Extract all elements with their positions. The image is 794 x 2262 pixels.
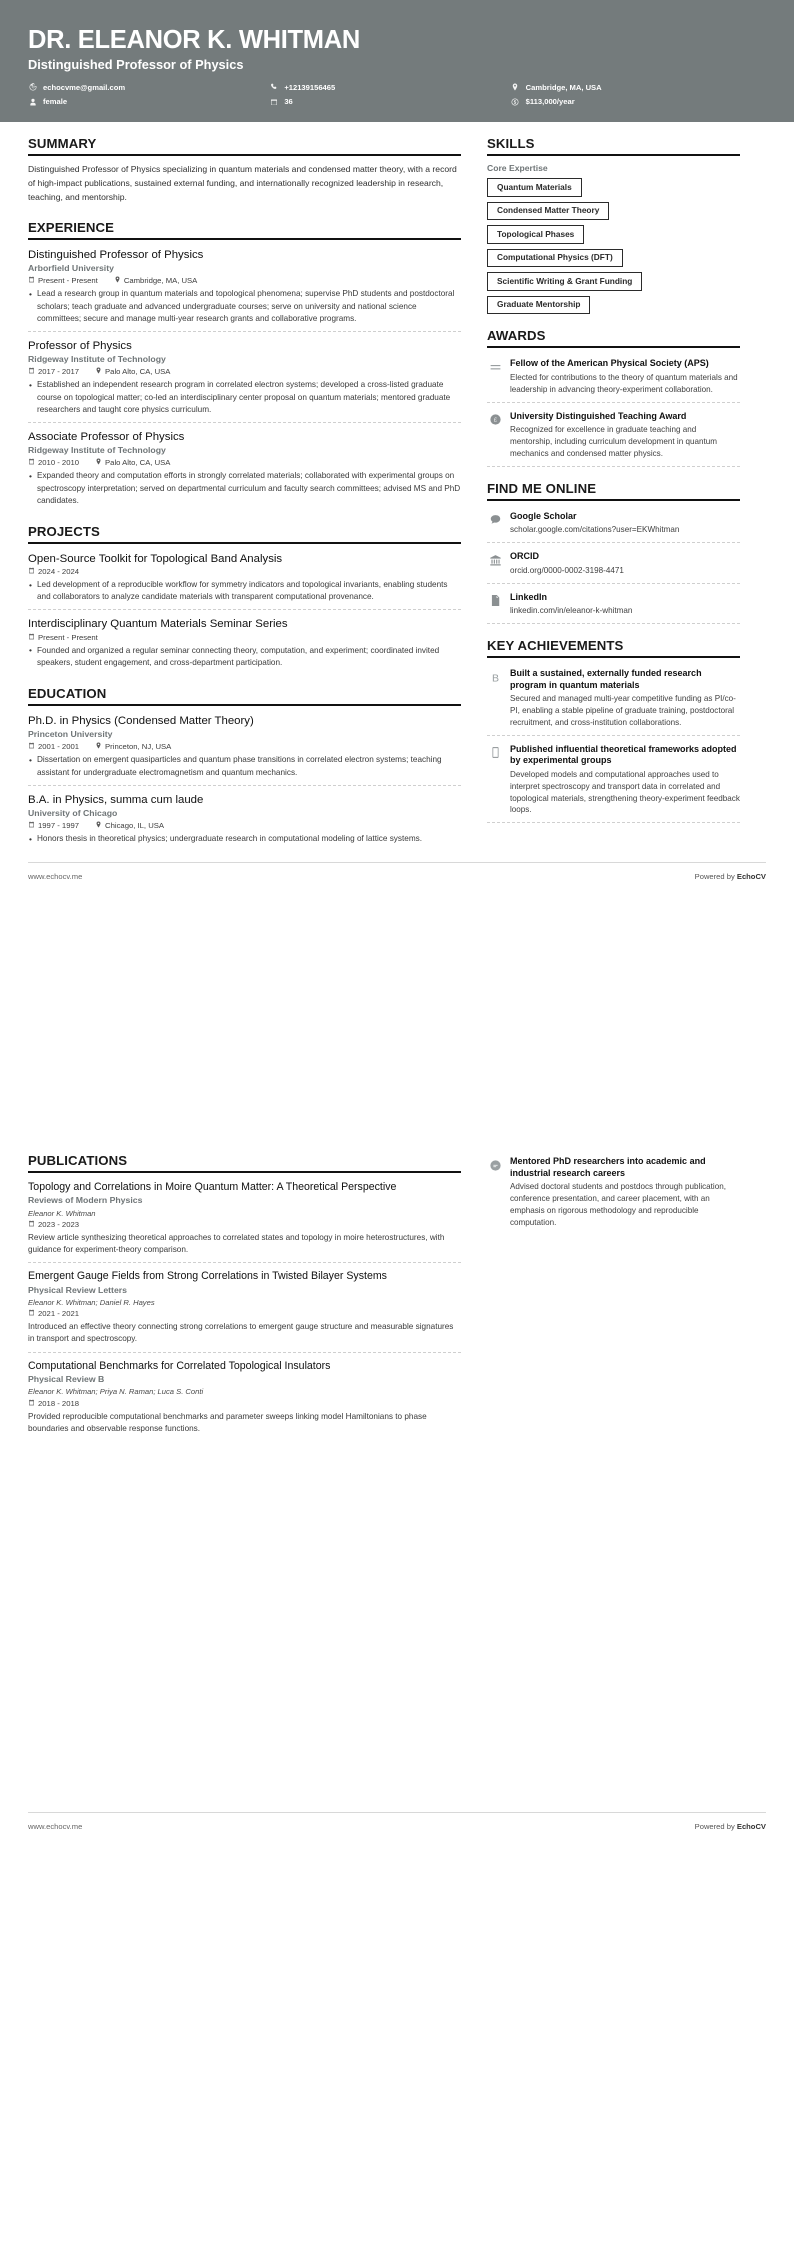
entry-meta <box>28 1309 461 1318</box>
publication-journal: Physical Review Letters <box>28 1284 127 1295</box>
achievement-description: Secured and managed multi-year competitive funding as PI/co-PI, enabling a stable pipeline of graduate training, postdoctoral recruitment, and cross-institution collaborations. <box>510 694 736 727</box>
section-publications <box>28 1153 461 1437</box>
calendar-icon <box>28 276 35 285</box>
location-icon <box>95 821 102 830</box>
publication-entry <box>28 1269 461 1352</box>
location-icon <box>95 742 102 751</box>
publication-authors: Eleanor K. Whitman; Daniel R. Hayes <box>28 1297 155 1307</box>
contact-email <box>28 83 265 92</box>
entry-role: Professor of Physics <box>28 339 132 352</box>
section-awards <box>487 328 740 466</box>
skills-heading: SKILLS <box>487 136 740 156</box>
entry-bullets <box>28 288 461 324</box>
phone-outline-icon <box>487 745 503 761</box>
skills-category-label: Core Expertise <box>487 163 548 174</box>
bank-icon <box>487 552 503 568</box>
projects-heading: PROJECTS <box>28 524 461 544</box>
bullet-item: • Founded and organized a regular seminar connecting theory, computation, and experiment; coordinated invited speakers, student engagement, and cross-department participation. <box>28 645 461 669</box>
person-icon <box>28 97 37 106</box>
page-footer <box>28 1812 766 1841</box>
achievement-item <box>487 665 740 736</box>
publications-heading: PUBLICATIONS <box>28 1153 461 1173</box>
svg-text:B: B <box>491 672 499 684</box>
achievement-item <box>487 741 740 824</box>
bullet-item: • Honors thesis in theoretical physics; undergraduate research in computational modeling of lattice systems. <box>28 833 461 845</box>
calendar-icon <box>28 1399 35 1408</box>
calendar-icon <box>28 367 35 376</box>
entry-meta <box>28 567 461 576</box>
publication-entry <box>28 1180 461 1263</box>
entry-location: Princeton, NJ, USA <box>95 742 171 751</box>
entry-meta <box>28 742 461 751</box>
entry-bullets <box>28 579 461 603</box>
award-title: University Distinguished Teaching Award <box>510 410 687 421</box>
project-entry <box>28 616 461 671</box>
entry-meta <box>28 276 461 285</box>
bullet-item: • Expanded theory and computation efforts in strongly correlated materials; collaborated with experimental groups on spectroscopy interpretation; served on departmental curriculum and faculty search committees; advised MS and PhD candidates. <box>28 470 461 506</box>
page-footer <box>28 862 766 891</box>
candidate-name: DR. ELEANOR K. WHITMAN <box>28 26 360 54</box>
entry-meta <box>28 633 461 642</box>
footer-brand: Powered by EchoCV <box>694 872 766 882</box>
publication-authors: Eleanor K. Whitman; Priya N. Raman; Luca S. Conti <box>28 1387 204 1397</box>
skill-chip[interactable]: Topological Phases <box>487 225 584 244</box>
entry-bullets <box>28 470 461 506</box>
education-entry <box>28 713 461 786</box>
calendar-icon <box>28 567 35 576</box>
entry-degree: Ph.D. in Physics (Condensed Matter Theory) <box>28 714 254 727</box>
section-projects <box>28 524 461 671</box>
calendar-icon <box>28 1309 35 1318</box>
award-item <box>487 355 740 402</box>
calendar-icon <box>28 633 35 642</box>
letter-b-icon <box>487 669 503 685</box>
page-separator <box>0 1123 794 1139</box>
online-profile-url[interactable]: linkedin.com/in/eleanor-k-whitman <box>510 606 633 616</box>
resume-body-page2 <box>0 1139 794 1452</box>
entry-bullets <box>28 754 461 778</box>
skill-chip[interactable]: Graduate Mentorship <box>487 296 590 315</box>
entry-meta <box>28 1220 461 1229</box>
location-icon <box>511 83 520 92</box>
location-icon <box>114 276 121 285</box>
entry-role: Open-Source Toolkit for Topological Band Analysis <box>28 552 283 565</box>
contact-gender-value: female <box>43 97 68 106</box>
entry-school: University of Chicago <box>28 807 118 818</box>
entry-meta <box>28 1399 461 1408</box>
publication-title: Emergent Gauge Fields from Strong Correlations in Twisted Bilayer Systems <box>28 1270 387 1283</box>
award-description: Elected for contributions to the theory of quantum materials and leadership in advancing theory-experiment collaboration. <box>510 372 738 394</box>
entry-school: Princeton University <box>28 729 113 740</box>
section-education <box>28 686 461 848</box>
publication-entry <box>28 1359 461 1437</box>
summary-heading: SUMMARY <box>28 136 461 156</box>
summary-text: Distinguished Professor of Physics specializing in quantum materials and condensed matter theory, with a record of high-impact publications, sustained external funding, and internationally recognized leadership in research, teaching, and mentorship. <box>28 164 457 202</box>
online-profile-item[interactable] <box>487 508 740 543</box>
entry-location: Cambridge, MA, USA <box>114 276 197 285</box>
award-title: Fellow of the American Physical Society (APS) <box>510 358 709 369</box>
badge-icon <box>487 1157 503 1173</box>
online-profile-name: ORCID <box>510 551 539 562</box>
achievement-title: Published influential theoretical frameworks adopted by experimental groups <box>510 743 737 766</box>
contact-gender <box>28 97 265 106</box>
section-key-achievements <box>487 638 740 823</box>
entry-meta <box>28 367 461 376</box>
contact-info-grid <box>28 83 748 106</box>
experience-entry <box>28 429 461 509</box>
entry-location: Palo Alto, CA, USA <box>95 458 170 467</box>
lines-icon <box>487 359 503 375</box>
calendar-icon <box>28 1220 35 1229</box>
resume-page-1 <box>0 0 794 1123</box>
calendar-icon <box>269 97 278 106</box>
bullet-item: • Led development of a reproducible workflow for symmetry indicators and topological invariants, enabling students and collaborators to analyze candidate materials with transparent computational provenance. <box>28 579 461 603</box>
publication-journal: Reviews of Modern Physics <box>28 1195 143 1206</box>
publication-title: Topology and Correlations in Moire Quantum Matter: A Theoretical Perspective <box>28 1181 397 1193</box>
experience-entry <box>28 247 461 332</box>
achievement-title: Mentored PhD researchers into academic and industrial research careers <box>510 1156 706 1178</box>
resume-header <box>0 0 794 122</box>
bullet-item: • Established an independent research program in correlated electron systems; developed a cross-listed graduate course on topological matter; co-led an interdisciplinary center proposal on quantum materials; mentored graduate researchers and taught core physics curriculum. <box>28 379 461 415</box>
contact-location <box>511 83 748 92</box>
location-icon <box>95 458 102 467</box>
contact-age-value: 36 <box>284 97 293 106</box>
calendar-icon <box>28 821 35 830</box>
contact-phone-value: +12139156465 <box>284 82 336 92</box>
entry-dates: Present - Present <box>28 633 98 642</box>
education-heading: EDUCATION <box>28 686 461 706</box>
achievements-heading: KEY ACHIEVEMENTS <box>487 638 740 658</box>
entry-dates: 2021 - 2021 <box>28 1309 79 1318</box>
entry-dates: 2024 - 2024 <box>28 567 79 576</box>
skill-chip[interactable]: Scientific Writing & Grant Funding <box>487 272 642 291</box>
section-experience <box>28 220 461 509</box>
entry-location: Palo Alto, CA, USA <box>95 367 170 376</box>
skill-chip[interactable]: Condensed Matter Theory <box>487 202 609 221</box>
footer-site-url: www.echocv.me <box>28 1822 83 1832</box>
publication-title: Computational Benchmarks for Correlated Topological Insulators <box>28 1359 331 1372</box>
svg-text:£: £ <box>493 417 497 424</box>
footer-brand: Powered by EchoCV <box>694 1822 766 1832</box>
award-item <box>487 408 740 467</box>
online-profile-name: Google Scholar <box>510 510 577 521</box>
entry-role: Associate Professor of Physics <box>28 430 185 443</box>
contact-email-value: echocvme@gmail.com <box>43 82 126 92</box>
online-heading: FIND ME ONLINE <box>487 481 740 501</box>
awards-heading: AWARDS <box>487 328 740 348</box>
entry-degree: B.A. in Physics, summa cum laude <box>28 793 204 806</box>
document-icon <box>487 593 503 609</box>
section-summary <box>28 136 461 205</box>
section-find-me-online <box>487 481 740 624</box>
main-column <box>28 136 461 862</box>
experience-entry <box>28 338 461 423</box>
salary-icon <box>511 97 520 106</box>
entry-location: Chicago, IL, USA <box>95 821 164 830</box>
calendar-icon <box>28 458 35 467</box>
publication-authors: Eleanor K. Whitman <box>28 1208 96 1218</box>
skills-list <box>487 178 740 314</box>
online-profile-item[interactable] <box>487 548 740 583</box>
chat-icon <box>487 512 503 528</box>
contact-salary <box>511 97 748 106</box>
project-entry <box>28 551 461 611</box>
contact-age <box>269 97 506 106</box>
main-column-page2 <box>28 1153 461 1452</box>
location-icon <box>95 367 102 376</box>
achievement-description: Developed models and computational approaches used to interpret spectroscopy and transport data in correlated and topological materials, strengthening theory-experiment feedback loops. <box>510 769 740 815</box>
candidate-title: Distinguished Professor of Physics <box>28 56 244 72</box>
entry-dates: 2001 - 2001 <box>28 742 79 751</box>
entry-dates: 1997 - 1997 <box>28 821 79 830</box>
achievement-title: Built a sustained, externally funded research program in quantum materials <box>510 668 702 690</box>
online-profile-url[interactable]: orcid.org/0000-0002-3198-4471 <box>510 565 624 575</box>
skill-chip[interactable]: Computational Physics (DFT) <box>487 249 623 268</box>
entry-dates: Present - Present <box>28 276 98 285</box>
education-entry <box>28 792 461 848</box>
online-profile-name: LinkedIn <box>510 591 548 602</box>
entry-organization: Arborfield University <box>28 263 114 274</box>
calendar-icon <box>28 742 35 751</box>
experience-heading: EXPERIENCE <box>28 220 461 240</box>
entry-dates: 2018 - 2018 <box>28 1399 79 1408</box>
sidebar-column <box>487 136 740 837</box>
section-skills <box>487 136 740 314</box>
entry-meta <box>28 821 461 830</box>
phone-icon <box>269 83 278 92</box>
contact-phone <box>269 83 506 92</box>
publication-journal: Physical Review B <box>28 1374 105 1385</box>
entry-dates: 2017 - 2017 <box>28 367 79 376</box>
entry-dates: 2023 - 2023 <box>28 1220 79 1229</box>
online-profile-url[interactable]: scholar.google.com/citations?user=EKWhitman <box>510 525 680 535</box>
footer-site-url: www.echocv.me <box>28 872 83 882</box>
skill-chip[interactable]: Quantum Materials <box>487 178 582 197</box>
entry-bullets <box>28 645 461 669</box>
sidebar-column-page2 <box>487 1153 740 1240</box>
entry-role: Distinguished Professor of Physics <box>28 248 204 261</box>
publication-description: Review article synthesizing theoretical approaches to correlated states and topology in moire heterostructures, with guidance for experiment-theory comparison. <box>28 1232 445 1255</box>
entry-dates: 2010 - 2010 <box>28 458 79 467</box>
entry-organization: Ridgeway Institute of Technology <box>28 354 166 365</box>
entry-bullets <box>28 833 461 845</box>
publication-description: Introduced an effective theory connecting strong correlations to emergent gauge structure and measurable signatures in transport and spectroscopy. <box>28 1322 454 1344</box>
resume-page-2 <box>0 1139 794 2262</box>
achievement-item <box>487 1153 740 1235</box>
award-description: Recognized for excellence in graduate teaching and mentorship, including curriculum development in quantum mechanics and condensed matter physics. <box>510 425 717 458</box>
email-icon <box>28 83 37 92</box>
contact-salary-value: $113,000/year <box>525 97 575 106</box>
contact-location-value: Cambridge, MA, USA <box>525 82 602 92</box>
achievement-description: Advised doctoral students and postdocs through publication, conference presentation, and career placement, with an emphasis on rigorous methodology and reproducible computation. <box>510 1182 726 1227</box>
bullet-item: • Lead a research group in quantum materials and topological phenomena; supervise PhD students and postdoctoral scholars; teach graduate and advanced undergraduate courses; serve on university and national science committees; secure and manage multi-year research grants and collaborative programs. <box>28 288 461 324</box>
coin-icon <box>487 412 503 428</box>
entry-role: Interdisciplinary Quantum Materials Seminar Series <box>28 618 288 631</box>
entry-organization: Ridgeway Institute of Technology <box>28 445 166 456</box>
entry-bullets <box>28 379 461 415</box>
publication-description: Provided reproducible computational benchmarks and parameter sweeps linking model Hamiltonians to phase boundaries and observable response functions. <box>28 1411 427 1433</box>
bullet-item: • Dissertation on emergent quasiparticles and quantum phase transitions in correlated electron systems; teaching assistant for undergraduate electromagnetism and quantum mechanics. <box>28 754 461 778</box>
resume-body <box>0 122 794 862</box>
online-profile-item[interactable] <box>487 589 740 624</box>
entry-meta <box>28 458 461 467</box>
